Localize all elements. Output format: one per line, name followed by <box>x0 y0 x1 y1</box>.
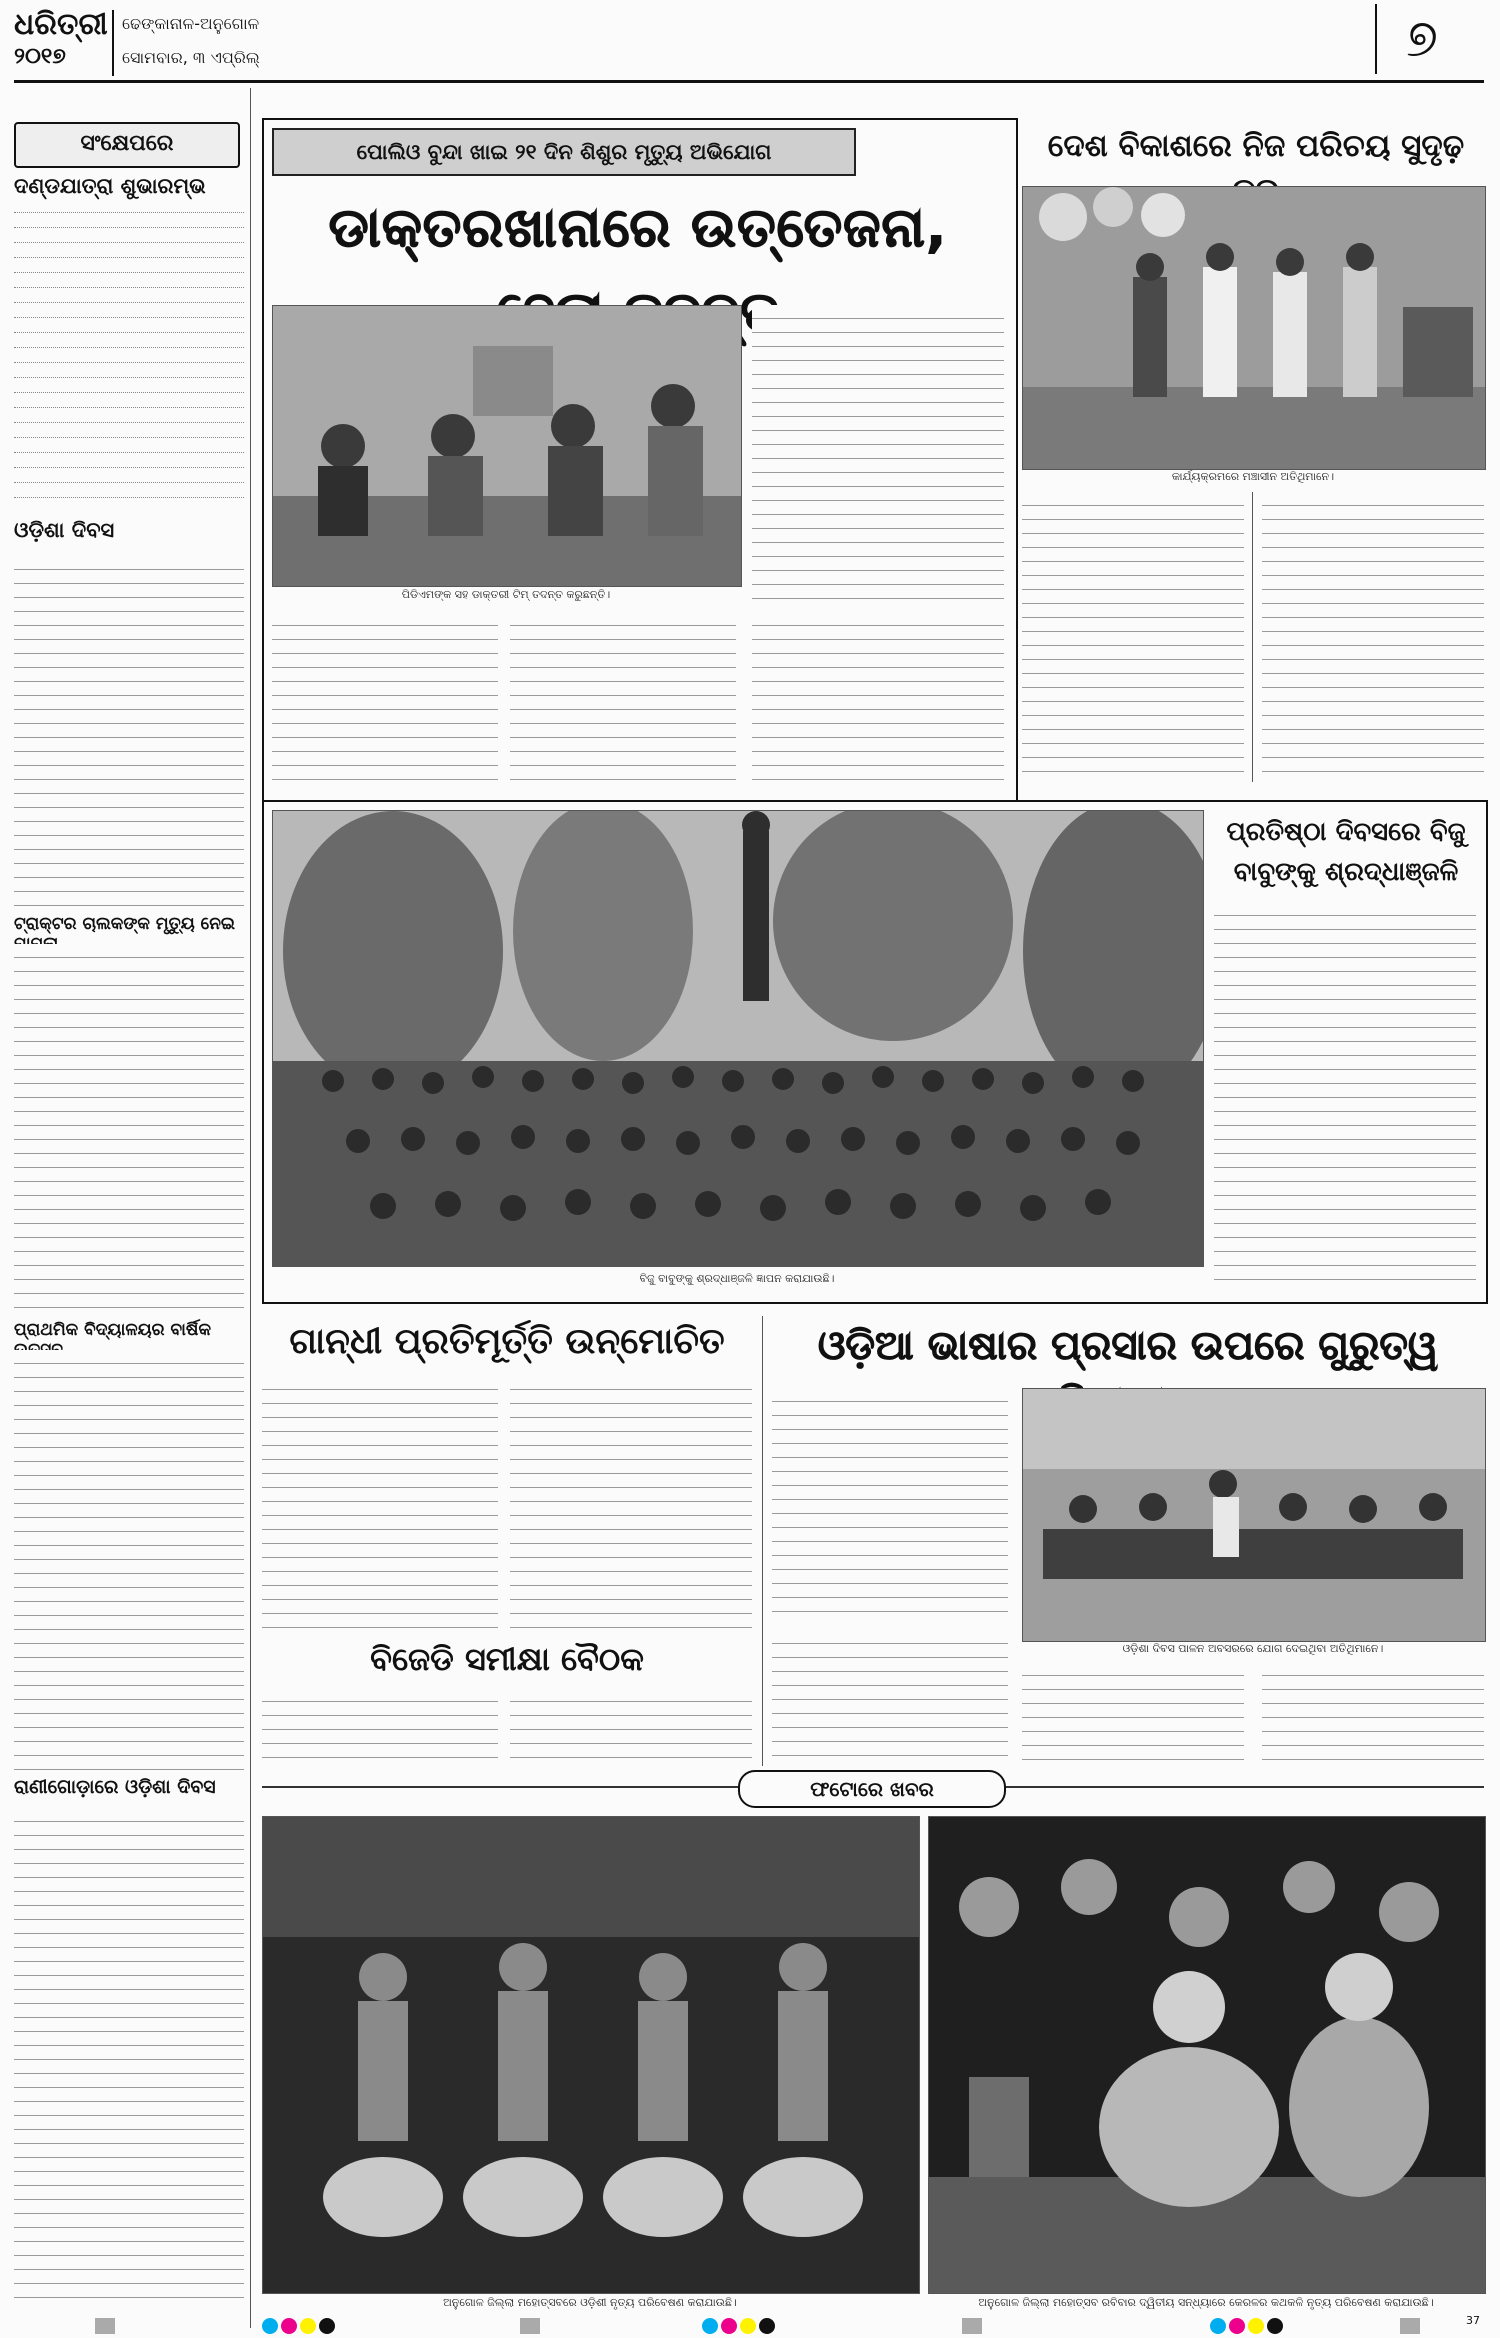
sidebar-headline-1: ଦଣ୍ଡଯାତ୍ରା ଶୁଭାରମ୍ଭ <box>14 174 206 198</box>
story5-headline: ବିଜେଡି ସମୀକ୍ଷା ବୈଠକ <box>370 1640 644 1678</box>
photo-news-right-caption: ଅନୁଗୋଳ ଜିଲ୍ଲା ମହୋତ୍ସବ ରବିବାର ଦ୍ୱିତୀୟ ସନ୍ଧ୍ୟାରେ କେରଳର କଥକଳି ନୃତ୍ୟ ପରିବେଷଣ କରାଯାଉଛି। <box>978 2296 1434 2309</box>
kathakali-dance-photo <box>929 1817 1485 2293</box>
lead-headline: ଡାକ୍ତରଖାନାରେ ଉତ୍ତେଜନା, <box>328 196 948 259</box>
sidebar-headline-3: ଟ୍ରାକ୍ଟର ଚାଲକଙ୍କ ମୃତ୍ୟୁ ନେଇ <box>14 914 236 934</box>
registration-mark-4 <box>1400 2318 1420 2338</box>
photo-news-title: ଫଟୋରେ ଖବର <box>738 1770 1006 1808</box>
edition-date: ସୋମବାର, ୩ ଏପ୍ରିଲ୍ <box>122 48 260 67</box>
story5-body-col-2 <box>510 1688 752 1762</box>
lead-body-col-2 <box>510 612 736 792</box>
sidebar-body-2 <box>14 556 244 906</box>
story3-headline <box>1212 812 1480 892</box>
print-page-number: 37 <box>1466 2314 1480 2327</box>
registration-mark-2 <box>520 2318 540 2338</box>
color-mark-3 <box>1210 2318 1286 2338</box>
sidebar-body-1 <box>14 212 244 512</box>
story6-headline: ଓଡ଼ିଆ ଭାଷାର ପ୍ରସାର ଉପରେ ଗୁରୁତ୍ୱ <box>817 1323 1439 1369</box>
story3-headline-line1: ପ୍ରତିଷ୍ଠା ଦିବସରେ ବିଜୁ <box>1226 817 1466 847</box>
logo-year: ୨୦୧୭ <box>14 43 66 69</box>
story6-body-col-2 <box>772 1630 1008 1764</box>
photo-news-left <box>262 1816 920 2294</box>
story2-photo <box>1022 186 1486 470</box>
story6-body-col-1 <box>772 1388 1008 1618</box>
story6-photo-illustration <box>1023 1389 1485 1641</box>
sidebar-headline-4: ପ୍ରାଥମିକ ବିଦ୍ୟାଳୟର ବାର୍ଷିକ <box>14 1320 212 1340</box>
color-mark-1 <box>262 2318 338 2338</box>
lead-kicker: ପୋଲିଓ ବୁନ୍ଦା ଖାଇ ୨୧ ଦିନ ଶିଶୁର ମୃତ୍ୟୁ ଅଭିଯୋଗ <box>272 128 856 176</box>
odissi-dance-photo <box>263 1817 919 2293</box>
story2-body-col-2 <box>1262 492 1484 782</box>
masthead-divider <box>112 10 114 76</box>
masthead-rule <box>14 80 1484 83</box>
sidebar-column-rule <box>250 88 251 2328</box>
story2-photo-illustration <box>1023 187 1485 469</box>
sidebar-body-3 <box>14 944 244 1314</box>
section-title-box <box>14 122 240 168</box>
story3-photo-caption: ବିଜୁ ବାବୁଙ୍କୁ ଶ୍ରଦ୍ଧାଞ୍ଜଳି ଜ୍ଞାପନ କରାଯାଉଛି। <box>639 1272 835 1285</box>
story3-photo-illustration <box>273 811 1203 1266</box>
lead-body-right <box>752 305 1004 605</box>
story4-col-rule <box>762 1316 763 1766</box>
sidebar-headline-2: ଓଡ଼ିଶା ଦିବସ <box>14 518 115 542</box>
sidebar-headline-5: ରାଣୀଗୋଡ଼ାରେ ଓଡ଼ିଶା ଦିବସ <box>14 1776 216 1798</box>
story5-body-col-1 <box>262 1688 498 1762</box>
story2-col-rule <box>1252 492 1253 782</box>
photo-news-left-caption: ଅନୁଗୋଳ ଜିଲ୍ଲା ମହୋତ୍ସବରେ ଓଡ଼ିଶୀ ନୃତ୍ୟ ପରିବେଷଣ କରାଯାଉଛି। <box>443 2296 737 2309</box>
sidebar-body-5 <box>14 1808 244 2308</box>
lead-photo-caption: ପିଡିଏମଙ୍କ ସହ ଡାକ୍ତରୀ ଟିମ୍ ତଦନ୍ତ କରୁଛନ୍ତି। <box>401 588 611 601</box>
story6-photo <box>1022 1388 1486 1642</box>
photo-news-right <box>928 1816 1486 2294</box>
story3-body <box>1214 902 1476 1290</box>
story4-headline: ଗାନ୍ଧୀ ପ୍ରତିମୂର୍ତ୍ତି ଉନ୍ମୋଚିତ <box>289 1321 725 1362</box>
lead-photo-illustration <box>273 306 741 586</box>
lead-body-col-1 <box>272 612 498 792</box>
story6-body-col-4 <box>1262 1662 1484 1764</box>
page-number: ୭ <box>1375 4 1467 74</box>
story3-group-photo <box>272 810 1204 1267</box>
section-title: ସଂକ୍ଷେପରେ <box>80 131 174 156</box>
registration-mark-1 <box>95 2318 115 2338</box>
logo-title: ଧରିତ୍ରୀ <box>14 7 108 42</box>
lead-body-col-3 <box>752 612 1004 792</box>
story2-body-col-1 <box>1022 492 1244 782</box>
story2-headline: ଦେଶ ବିକାଶରେ ନିଜ ପରିଚୟ ସୁଦୃଢ଼ <box>1047 128 1465 164</box>
newspaper-logo <box>14 8 112 78</box>
story3-headline-line2: ବାବୁଙ୍କୁ ଶ୍ରଦ୍ଧାଞ୍ଜଳି <box>1233 857 1459 887</box>
sidebar-body-4 <box>14 1350 244 1770</box>
story4-body-col-2 <box>510 1376 752 1636</box>
story2-photo-caption: କାର୍ଯ୍ୟକ୍ରମରେ ମଞ୍ଚାସୀନ ଅତିଥିମାନେ। <box>1171 470 1335 483</box>
registration-mark-3 <box>962 2318 982 2338</box>
story6-body-col-3 <box>1022 1662 1244 1764</box>
story4-body-col-1 <box>262 1376 498 1636</box>
color-mark-2 <box>702 2318 778 2338</box>
lead-photo <box>272 305 742 587</box>
story6-photo-caption: ଓଡ଼ିଶା ଦିବସ ପାଳନ ଅବସରରେ ଯୋଗ ଦେଇଥିବା ଅତିଥିମାନେ। <box>1122 1642 1384 1655</box>
edition-place: ଢେଙ୍କାନାଳ-ଅନୁଗୋଳ <box>122 14 260 33</box>
